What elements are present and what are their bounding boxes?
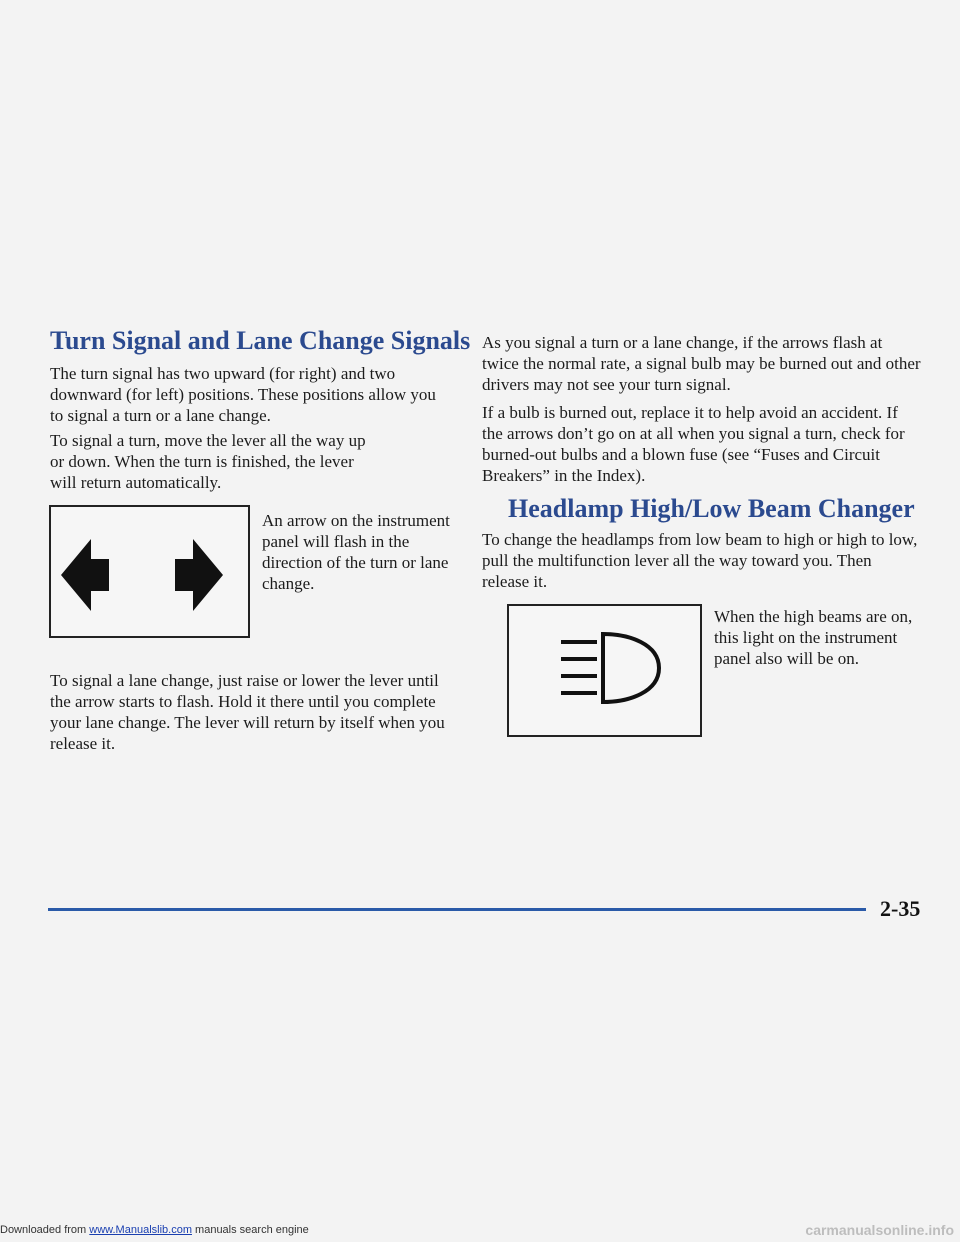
turn-signal-heading: Turn Signal and Lane Change Signals	[50, 326, 471, 355]
headlamp-beam-heading: Headlamp High/Low Beam Changer	[508, 494, 915, 523]
lane-change-paragraph: To signal a lane change, just raise or lower the lever until the arrow starts to flash. Hold it there until you complete your lane change. The lever will return by itself when you release it.	[50, 671, 445, 753]
turn-signal-flash-paragraph: As you signal a turn or a lane change, if the arrows flash at twice the normal rate, a signal bulb may be burned out and other drivers may not see your turn signal.	[482, 333, 921, 394]
manualslib-link[interactable]: www.Manualslib.com	[89, 1224, 192, 1236]
turn-signal-paragraph-1: The turn signal has two upward (for right) and two downward (for left) positions. These positions allow you to signal a turn or a lane change.	[50, 364, 436, 425]
high-beam-figure-caption: When the high beams are on, this light on the instrument panel also will be on.	[714, 607, 913, 668]
page-rule	[48, 908, 866, 911]
turn-signal-paragraph-2-line-3: will return automatically.	[50, 473, 222, 492]
footer-prefix: Downloaded from	[0, 1224, 90, 1236]
headlamp-beam-paragraph: To change the headlamps from low beam to high or high to low, pull the multifunction lever all the way toward you. Then release it.	[482, 530, 918, 591]
turn-signal-figure-caption: An arrow on the instrument panel will flash in the direction of the turn or lane change.	[262, 511, 450, 593]
page-number: 2-35	[880, 896, 921, 921]
turn-arrows-icon	[51, 507, 248, 636]
footer-suffix: manuals search engine	[191, 1224, 309, 1236]
turn-signal-paragraph-2	[50, 430, 450, 493]
download-footer	[0, 1224, 309, 1236]
burned-out-bulb-paragraph: If a bulb is burned out, replace it to help avoid an accident. If the arrows don’t go on at all when you signal a turn, check for burned-out bulbs and a blown fuse (see “Fuses and Circuit Breakers” in the Index).	[482, 403, 905, 485]
turn-signal-paragraph-2-line-1: To signal a turn, move the lever all the way up	[50, 431, 366, 450]
turn-signal-indicator-figure	[49, 505, 250, 638]
high-beam-indicator-figure	[507, 604, 702, 737]
turn-signal-paragraph-2-line-2: or down. When the turn is finished, the lever	[50, 452, 354, 471]
high-beam-icon	[509, 606, 700, 735]
watermark: carmanualsonline.info	[805, 1222, 954, 1238]
